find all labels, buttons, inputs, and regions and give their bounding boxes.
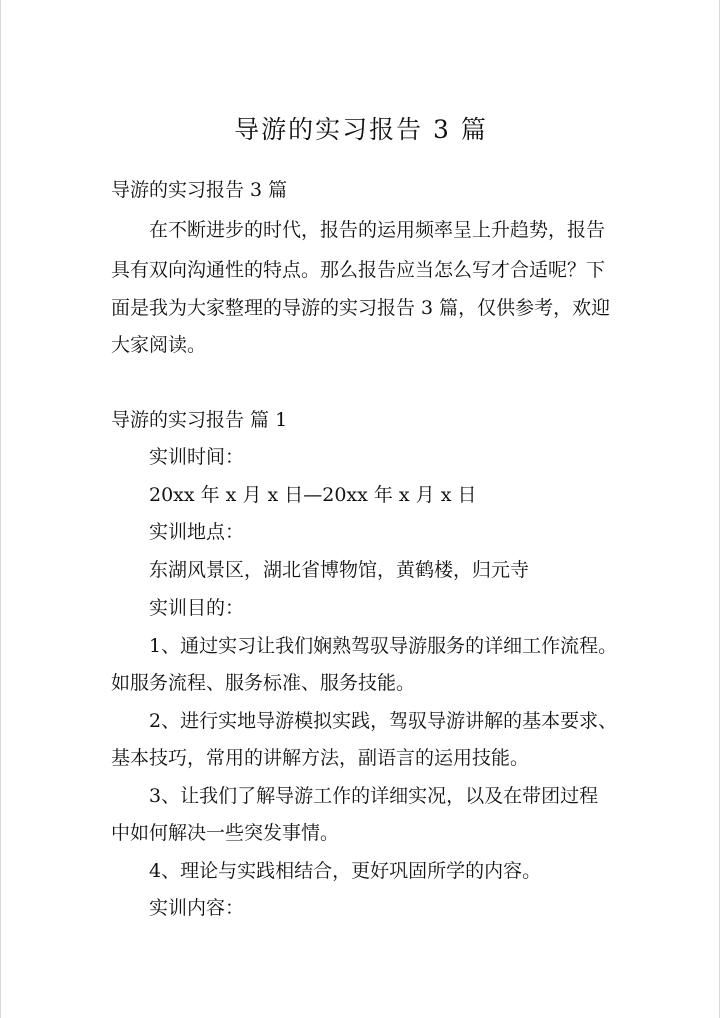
training-place-label: 实训地点：	[149, 521, 245, 543]
training-content-label: 实训内容：	[149, 897, 245, 919]
training-place-value: 东湖风景区，湖北省博物馆，黄鹤楼，归元寺	[149, 559, 530, 581]
intro-line-3: 面是我为大家整理的导游的实习报告 3 篇，仅供参考，欢迎	[111, 297, 611, 319]
training-time-label: 实训时间：	[149, 446, 245, 468]
purpose-item-3-line-1: 3、让我们了解导游工作的详细实况，以及在带团过程	[149, 785, 599, 807]
section-1-heading: 导游的实习报告 篇 1	[111, 409, 288, 431]
document-subtitle: 导游的实习报告 3 篇	[111, 179, 288, 201]
purpose-item-2-line-1: 2、进行实地导游模拟实践，驾驭导游讲解的基本要求、	[149, 710, 618, 732]
intro-line-2: 具有双向沟通性的特点。那么报告应当怎么写才合适呢？下	[111, 259, 606, 281]
document-title: 导游的实习报告 3 篇	[234, 115, 488, 144]
purpose-item-3-line-2: 中如何解决一些突发事情。	[111, 822, 340, 844]
purpose-item-4-line-1: 4、理论与实践相结合，更好巩固所学的内容。	[149, 860, 542, 882]
intro-line-4: 大家阅读。	[111, 334, 207, 356]
purpose-item-1-line-2: 如服务流程、服务标准、服务技能。	[111, 672, 416, 694]
intro-line-1: 在不断进步的时代，报告的运用频率呈上升趋势，报告	[149, 219, 606, 241]
training-time-value: 20xx 年 x 月 x 日—20xx 年 x 月 x 日	[149, 484, 477, 506]
purpose-item-1-line-1: 1、通过实习让我们娴熟驾驭导游服务的详细工作流程。	[149, 635, 618, 657]
training-purpose-label: 实训目的：	[149, 597, 245, 619]
purpose-item-2-line-2: 基本技巧，常用的讲解方法，副语言的运用技能。	[111, 747, 530, 769]
